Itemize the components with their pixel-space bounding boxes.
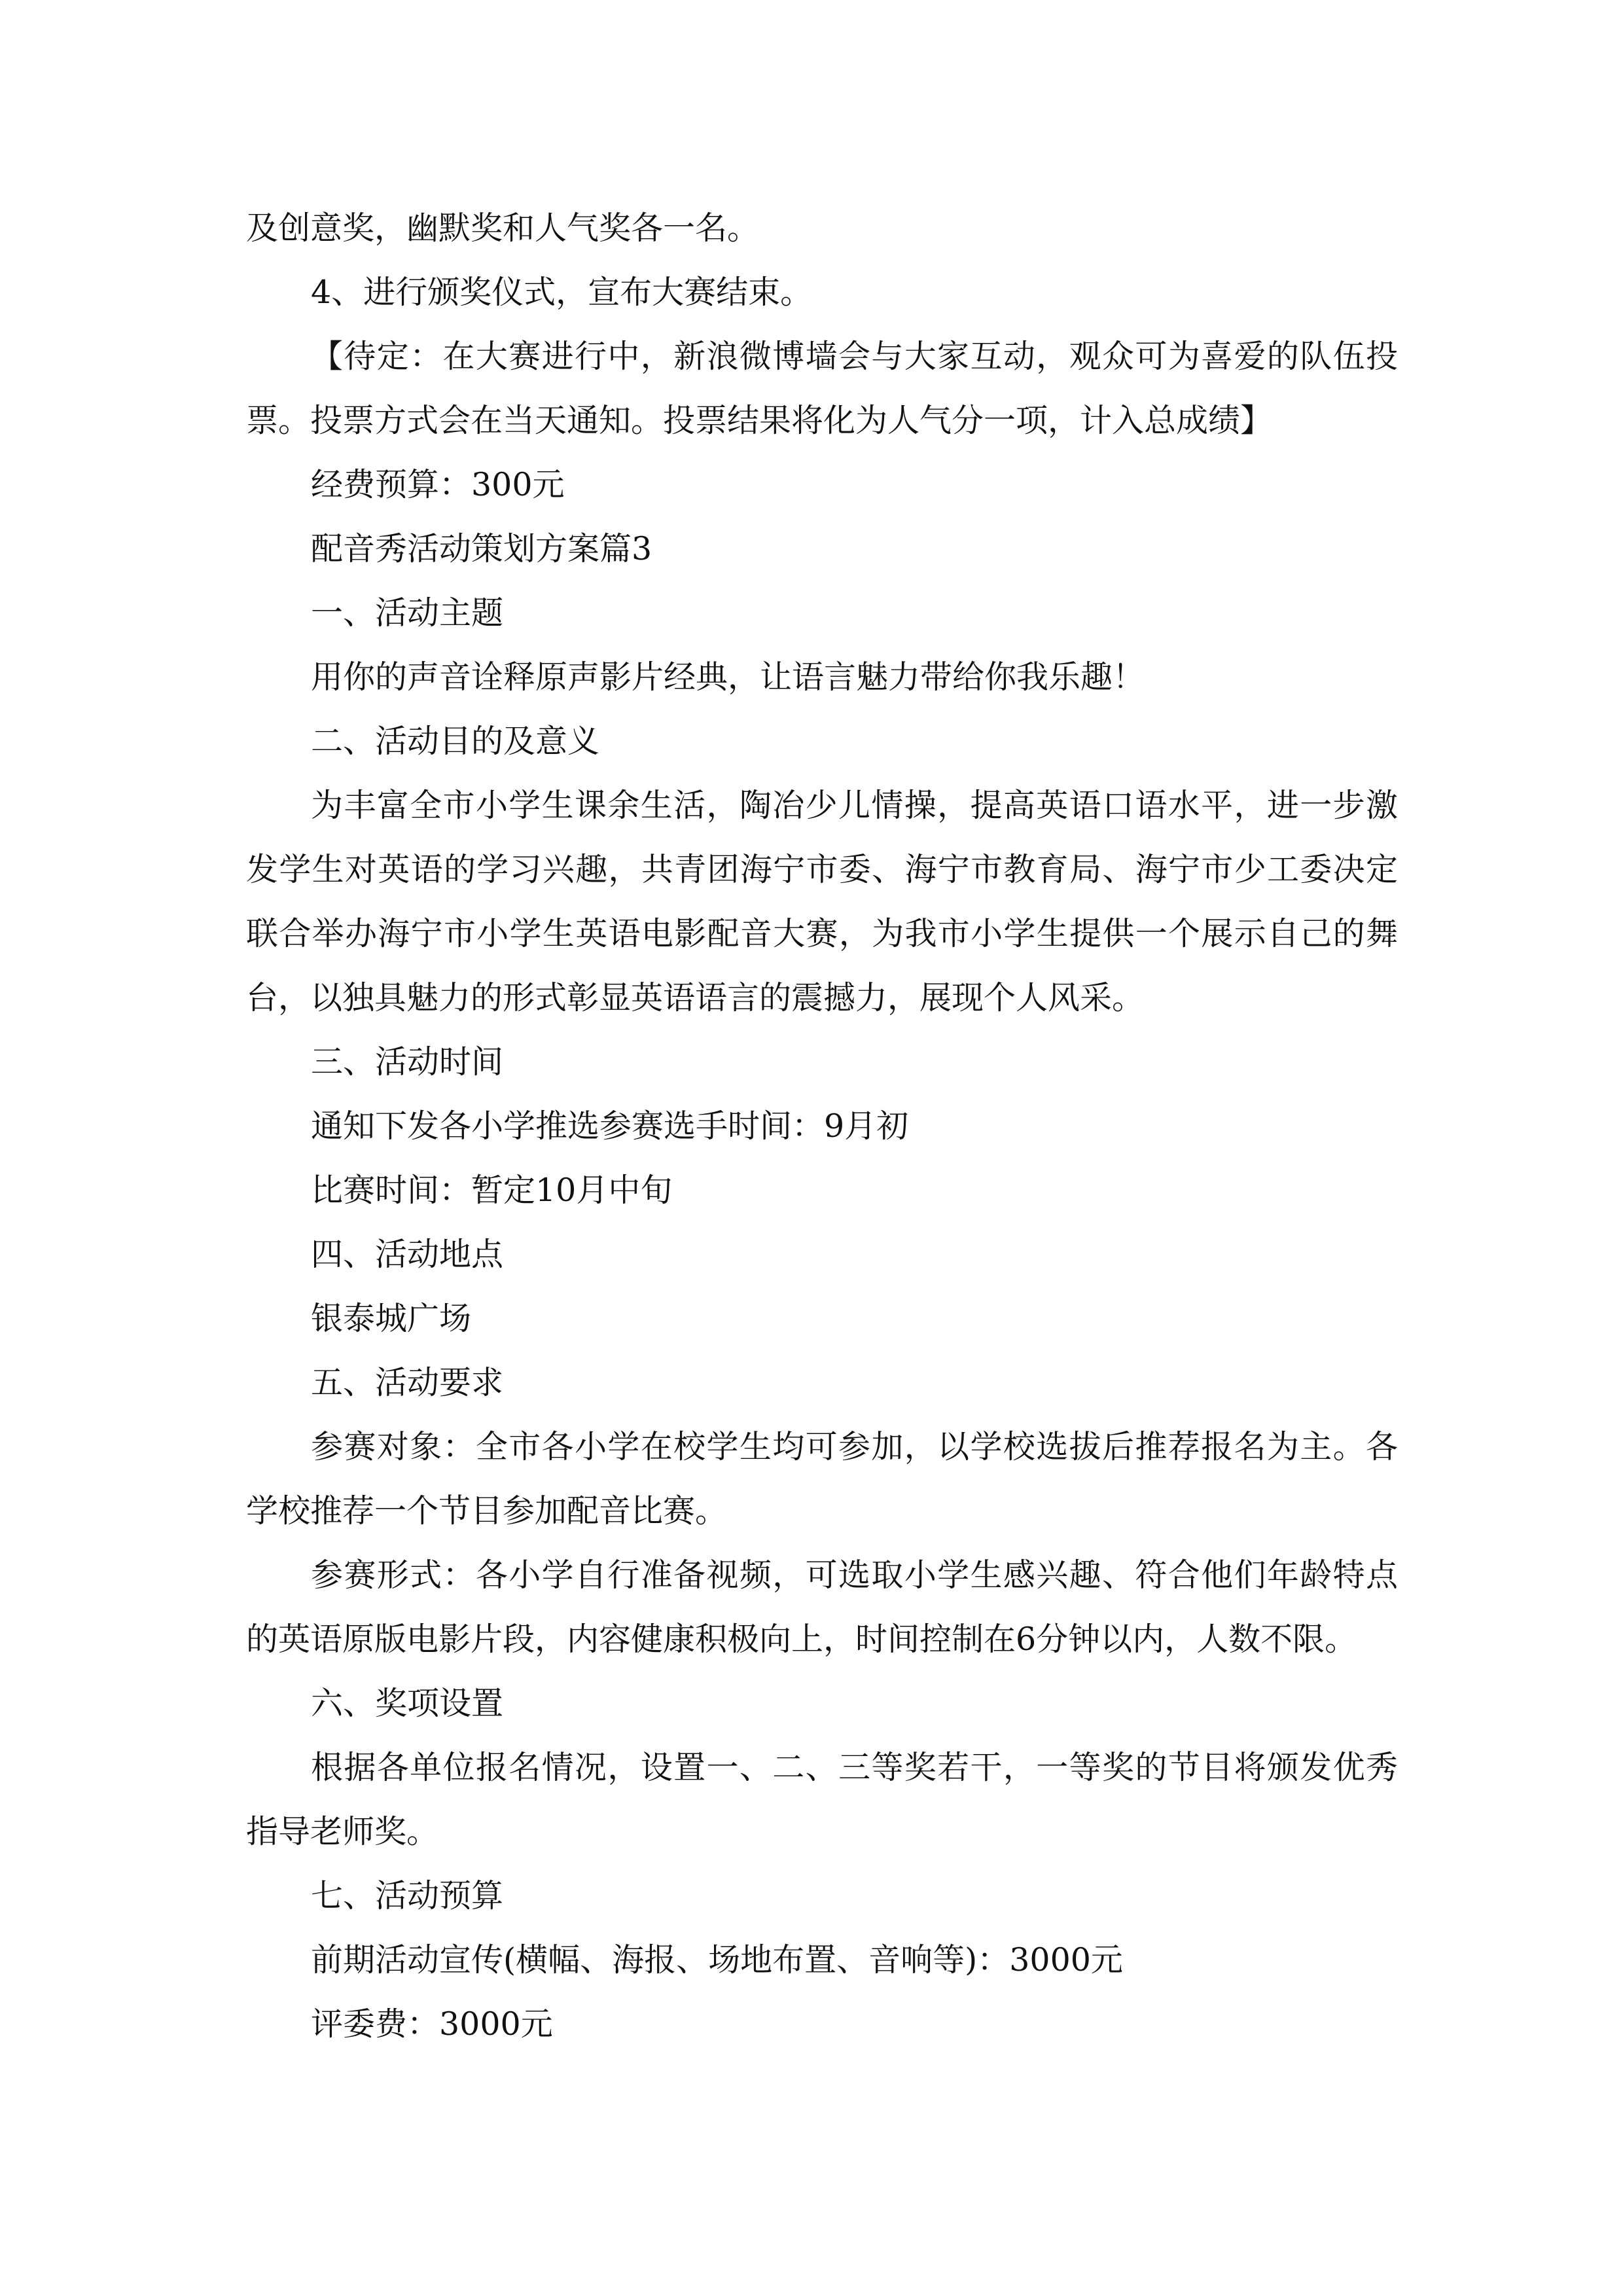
heading: 三、活动时间 xyxy=(311,1043,504,1081)
paragraph: 前期活动宣传(横幅、海报、场地布置、音响等)：3000元 xyxy=(311,1941,1123,1979)
paragraph: 【待定：在大赛进行中，新浪微博墙会与大家互动，观众可为喜爱的队伍投票。投票方式会在当天通知。投票结果将化为人气分一项，计入总成绩】 xyxy=(246,338,1398,439)
heading: 一、活动主题 xyxy=(311,594,504,632)
section-title: 配音秀活动策划方案篇3 xyxy=(311,530,652,567)
paragraph: 比赛时间：暂定10月中旬 xyxy=(311,1172,673,1209)
paragraph: 4、进行颁奖仪式，宣布大赛结束。 xyxy=(311,274,813,311)
heading: 二、活动目的及意义 xyxy=(311,723,600,760)
paragraph: 银泰城广场 xyxy=(311,1300,472,1337)
heading: 七、活动预算 xyxy=(311,1877,504,1914)
paragraph: 参赛形式：各小学自行准备视频，可选取小学生感兴趣、符合他们年龄特点的英语原版电影片段，内容健康积极向上，时间控制在6分钟以内，人数不限。 xyxy=(246,1556,1398,1658)
heading: 六、奖项设置 xyxy=(311,1685,504,1722)
document-body xyxy=(246,196,1398,2056)
paragraph: 及创意奖，幽默奖和人气奖各一名。 xyxy=(246,209,760,247)
heading: 五、活动要求 xyxy=(311,1364,504,1401)
paragraph: 参赛对象：全市各小学在校学生均可参加，以学校选拔后推荐报名为主。各学校推荐一个节目参加配音比赛。 xyxy=(246,1428,1398,1530)
heading: 四、活动地点 xyxy=(311,1236,504,1273)
paragraph: 经费预算：300元 xyxy=(311,466,565,503)
paragraph: 评委费：3000元 xyxy=(311,2005,553,2043)
paragraph: 为丰富全市小学生课余生活，陶冶少儿情操，提高英语口语水平，进一步激发学生对英语的学习兴趣，共青团海宁市委、海宁市教育局、海宁市少工委决定联合举办海宁市小学生英语电影配音大赛，为我市小学生提供一个展示自己的舞台，以独具魅力的形式彰显英语语言的震撼力，展现个人风采。 xyxy=(246,787,1398,1016)
paragraph: 根据各单位报名情况，设置一、二、三等奖若干，一等奖的节目将颁发优秀指导老师奖。 xyxy=(246,1749,1398,1850)
paragraph: 用你的声音诠释原声影片经典，让语言魅力带给你我乐趣！ xyxy=(311,658,1145,696)
paragraph: 通知下发各小学推选参赛选手时间：9月初 xyxy=(311,1107,909,1145)
